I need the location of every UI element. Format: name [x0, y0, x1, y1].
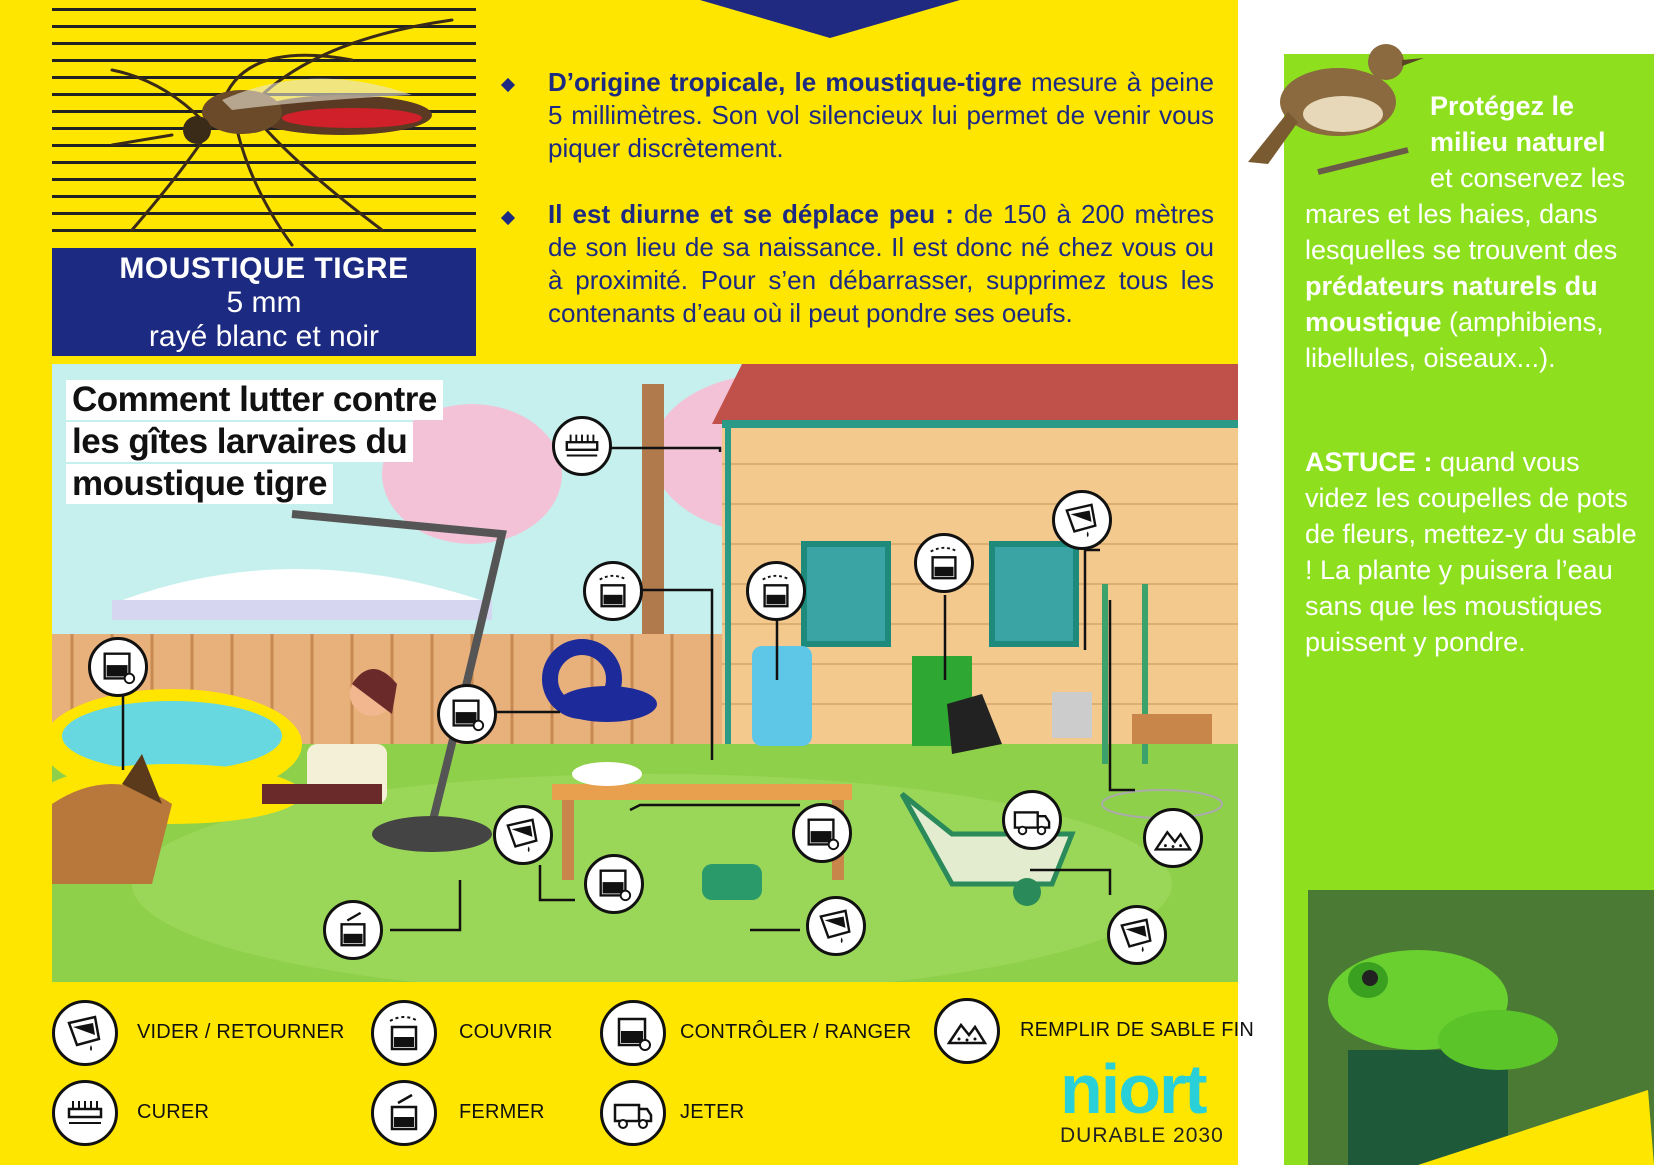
legend-clean-icon [52, 1080, 118, 1146]
legend-sand-label: REMPLIR DE SABLE FIN [1020, 1019, 1255, 1041]
empty-bucket-icon [1052, 490, 1112, 550]
clean-gutter-icon [552, 416, 612, 476]
legend-throw-label: JETER [680, 1101, 745, 1123]
sidebar-tip-text: quand vous videz les coupelles de pots de fleurs, mettez-y du sable ! La plante y puisera l’eau sans que les moustiques puissent y pondre. [1305, 447, 1637, 657]
scene-title-line-1: Comment lutter contre [66, 380, 443, 420]
bullet1-text: mesure à peine 5 millimètres. Son vol silencieux lui permet de venir vous piquer discrètement. [548, 67, 1214, 163]
legend-clean-label: CURER [137, 1101, 210, 1123]
empty-bowls-icon [493, 805, 553, 865]
control-pool-icon [88, 637, 148, 697]
legend-cover-label: COUVRIR [459, 1021, 553, 1043]
sidebar-protect-paragraph [1305, 160, 1640, 376]
cover-rain-barrel-icon [746, 561, 806, 621]
legend-throw-icon [600, 1080, 666, 1146]
bullet2-text: de 150 à 200 mètres de son lieu de sa naissance. Il est donc né chez vous ou à proximité. Pour s’en débarrasser, supprimez tous les contenants d’eau où il peut pondre ses oeufs. [548, 199, 1214, 328]
scene-title-line-2: les gîtes larvaires du [66, 422, 413, 462]
legend-close-label: FERMER [459, 1101, 545, 1123]
cover-barrel-icon [583, 561, 643, 621]
legend-control-icon [600, 1000, 666, 1066]
mosquito-size: 5 mm [226, 286, 302, 319]
legend-empty-label: VIDER / RETOURNER [137, 1021, 345, 1043]
scene-title-line-3: moustique tigre [66, 464, 333, 504]
sidebar-text [1305, 88, 1640, 660]
sidebar-predators-list: (amphibiens, libellules, oiseaux...). [1305, 307, 1604, 373]
mosquito-pattern: rayé blanc et noir [148, 320, 380, 353]
frog-image [1308, 890, 1654, 1165]
niort-logo [1060, 1050, 1224, 1148]
sidebar-protect-text: et conservez les mares et les haies, dans lesquelles se trouvent des [1305, 163, 1626, 265]
sidebar-tip-label: ASTUCE : [1305, 447, 1433, 477]
frog-graphic [1308, 890, 1654, 1165]
legend-sand-icon [934, 998, 1000, 1064]
sidebar-protect-heading: Protégez le milieu naturel [1430, 91, 1606, 157]
control-table-icon [792, 803, 852, 863]
control-bowl-icon [584, 854, 644, 914]
sidebar-predators: prédateurs naturels du moustique [1305, 271, 1598, 337]
empty-watering-can-icon [806, 896, 866, 956]
legend-close-icon [371, 1080, 437, 1146]
sidebar-tip [1305, 444, 1640, 660]
logo-subtitle: DURABLE 2030 [1060, 1124, 1224, 1147]
bullet1-bold: D’origine tropicale, le moustique-tigre [548, 67, 1022, 97]
legend-cover-icon [371, 1000, 437, 1066]
throw-waste-icon [1002, 790, 1062, 850]
empty-wheelbarrow-icon [1107, 905, 1167, 965]
control-tyres-icon [437, 684, 497, 744]
legend-empty-icon [52, 1000, 118, 1066]
bullet2-bold: Il est diurne et se déplace peu : [548, 199, 954, 229]
sand-saucer-icon [1143, 808, 1203, 868]
close-parasol-base-icon [323, 900, 383, 960]
cover-bin-icon [914, 533, 974, 593]
legend-control-label: CONTRÔLER / RANGER [680, 1021, 912, 1043]
logo-word: niort [1060, 1050, 1206, 1128]
mosquito-title: MOUSTIQUE TIGRE [119, 252, 409, 285]
